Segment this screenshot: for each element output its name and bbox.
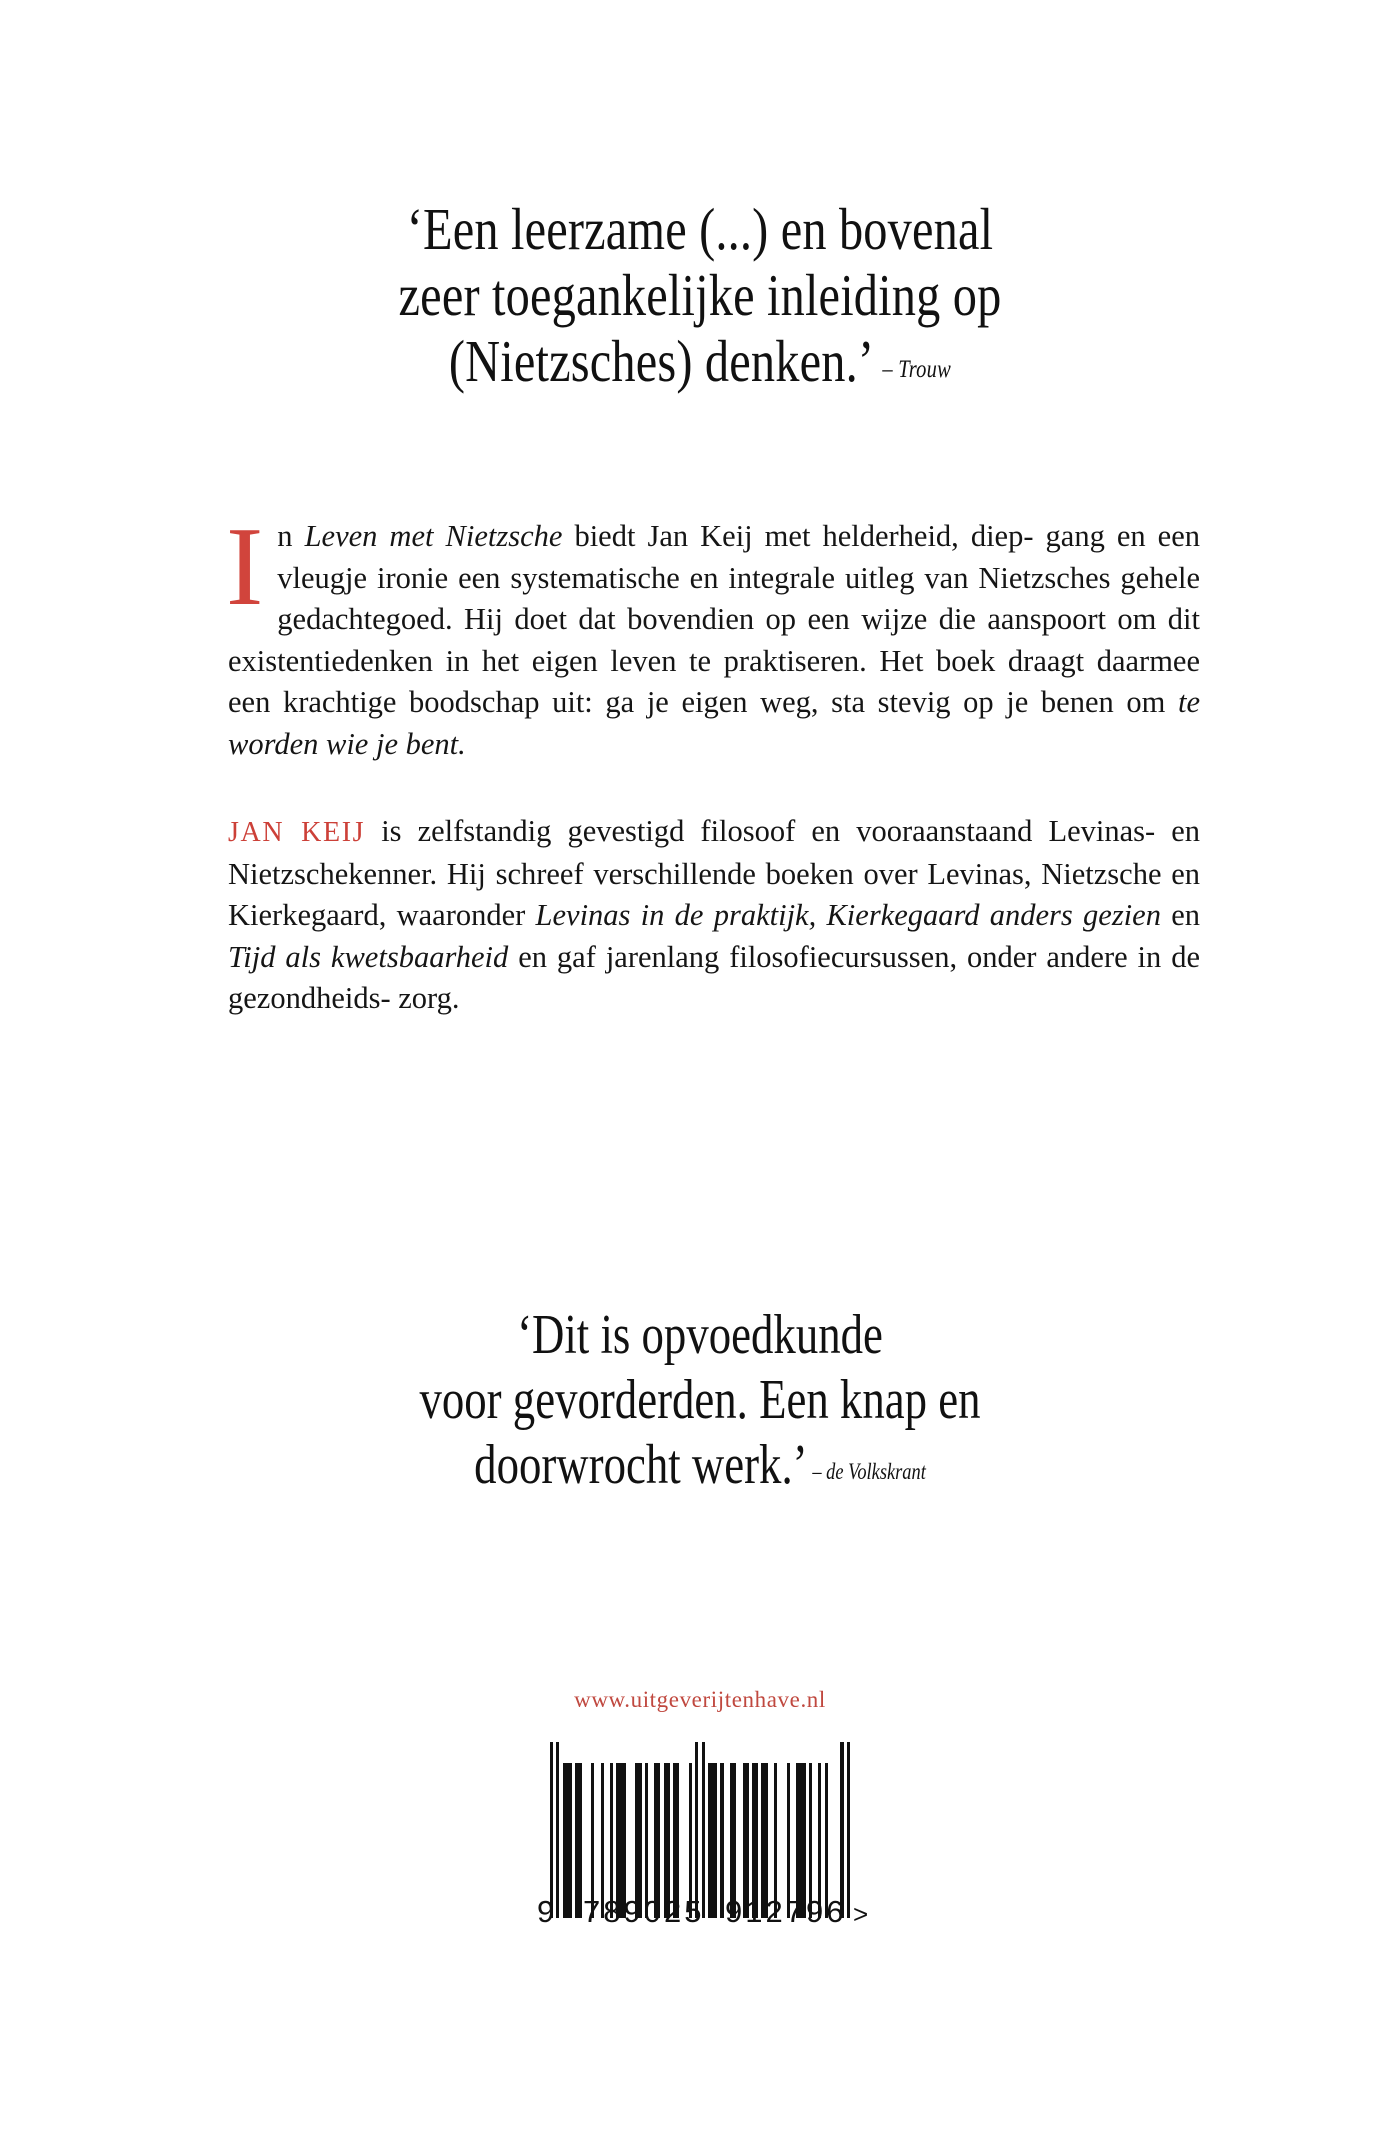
blurb-line-5: in het eigen leven te praktiseren. Het boek draagt daarmee een <box>228 643 1200 719</box>
top-quote-line-3 <box>126 328 1274 394</box>
isbn-barcode <box>535 1742 870 1930</box>
author-bio-line-2: Levinas- en Nietzschekenner. Hij schreef verschillende boeken <box>228 814 1200 891</box>
author-bio-paragraph <box>228 811 1200 1020</box>
author-name: JAN KEIJ <box>228 817 366 848</box>
barcode-digits <box>535 1896 875 1930</box>
blurb-line-6: krachtige boodschap uit: ga je eigen weg, sta stevig op je benen <box>282 685 1114 719</box>
book-title-tijd-als-kwetsbaarheid: Tijd als kwetsbaarheid <box>228 939 509 974</box>
author-bio-line-6: zorg. <box>398 981 460 1015</box>
author-bio-line-1: is zelfstandig gevestigd filosoof en vooraanstaand <box>381 814 1033 848</box>
bottom-quote-line-3 <box>140 1433 1260 1498</box>
author-bio-line-4-plain-b: en gaf <box>508 939 596 974</box>
bottom-quote-line-3-text: doorwrocht werk.’ <box>474 1433 808 1496</box>
book-title-levinas-in-de-praktijk: Levinas in de <box>535 898 704 932</box>
blurb-line-7-italic: te worden wie je bent. <box>228 685 1200 761</box>
top-quote-line-1: ‘Een leerzame (...) en bovenal <box>406 196 994 262</box>
blurb-paragraph <box>226 505 1201 765</box>
blurb-line-7-prefix: om <box>1126 685 1178 719</box>
bottom-quote-source: – de Volkskrant <box>812 1458 926 1484</box>
barcode-lead-digit: 9 <box>537 1894 556 1929</box>
book-titles-italic-a: praktijk, Kierkegaard anders gezien <box>713 898 1161 932</box>
author-bio-line-3-plain: over Levinas, Nietzsche en Kierkegaard, waaronder <box>228 856 1201 932</box>
barcode-right-group: 912796 <box>725 1894 847 1929</box>
barcode-tail-glyph: > <box>853 1899 870 1929</box>
blurb-line-1-suffix: biedt Jan Keij met helderheid, diep- <box>562 519 1034 553</box>
barcode-left-group: 789025 <box>583 1894 705 1929</box>
book-title-leven-met-nietzsche: Leven met Nietzsche <box>304 519 563 553</box>
bottom-quote-line-2: voor gevorderden. Een knap en <box>419 1368 981 1431</box>
blurb-line-4: bovendien op een wijze die aanspoort om dit existentiedenken <box>228 602 1200 678</box>
top-quote-line-2: zeer toegankelijke inleiding op <box>398 262 1002 329</box>
top-pull-quote <box>126 196 1274 394</box>
top-quote-line-3-text: (Nietzsches) denken.’ <box>448 328 875 395</box>
blurb-column <box>226 505 1201 1020</box>
barcode-bars <box>550 1742 850 1918</box>
blurb-line-1-prefix: n <box>277 519 305 553</box>
author-bio-line-4-plain-a: en <box>1160 898 1200 932</box>
top-quote-source: – Trouw <box>882 356 952 384</box>
author-bio-line-5: jarenlang filosofiecursussen, onder andere in de gezondheids- <box>228 939 1201 1015</box>
drop-cap-letter: I <box>226 505 264 629</box>
blurb-line-3: uitleg van Nietzsches gehele gedachtegoed. Hij doet dat <box>277 560 1201 636</box>
bottom-pull-quote <box>140 1303 1260 1498</box>
bottom-quote-line-1: ‘Dit is opvoedkunde <box>517 1304 883 1366</box>
publisher-website[interactable]: www.uitgeverijtenhave.nl <box>574 1687 826 1712</box>
blurb-line-2: gang en een vleugje ironie een systematische en integrale <box>277 519 1200 595</box>
